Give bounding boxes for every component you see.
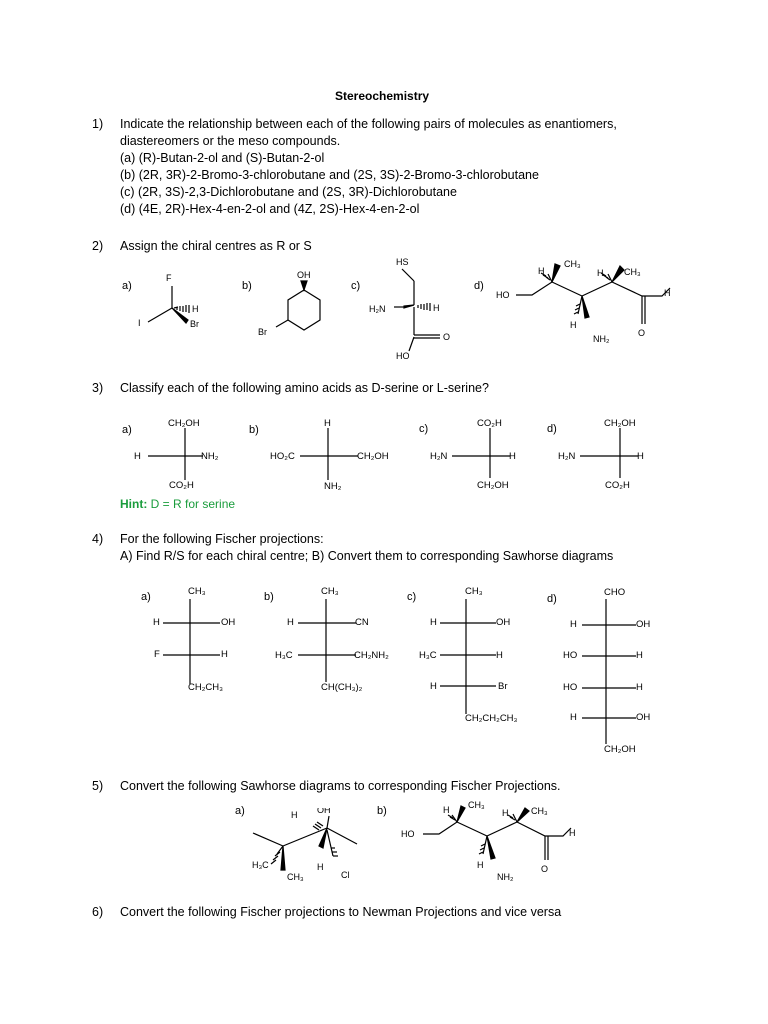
hint-label: Hint: [120,497,148,511]
part-label: a) [122,280,132,292]
substituent-top: H [324,418,331,429]
substituent-top: CO₂H [477,418,502,429]
atom-label: H [477,860,484,870]
part-label: b) [242,280,252,292]
atom-label: H [569,828,576,838]
part-label: c) [351,280,361,292]
substituent-right: OH [636,712,651,723]
atom-label: NH₂ [593,334,610,344]
atom-label: H [443,805,450,815]
substituent-bottom: CH₂OH [604,744,636,755]
substituent-bottom: CO₂H [169,480,194,491]
part-label: c) [407,591,417,603]
part-label: a) [122,424,132,436]
atom-label: F [166,273,172,283]
substituent-left: F [154,649,160,660]
part-label: b) [249,424,259,436]
question-text: Indicate the relationship between each of the following pairs of molecules as enantiomers, [120,117,617,131]
substituent-top: CH₃ [465,586,483,597]
list-item: (d) (4E, 2R)-Hex-4-en-2-ol and (4Z, 2S)-Hex-4-en-2-ol [120,202,420,216]
substituent-left: H₂N [558,451,576,462]
atom-label: OH [317,808,331,815]
substituent-bottom: CO₂H [605,480,630,491]
substituent-right: H [636,682,643,693]
list-item: (c) (2R, 3S)-2,3-Dichlorobutane and (2S, 3R)-Dichlorobutane [120,185,457,199]
substituent-right: H [496,650,503,661]
atom-label: H [664,288,671,298]
substituent-left: H [430,681,437,692]
substituent-right: H [636,650,643,661]
question-number: 3) [92,381,104,395]
atom-label: Br [190,319,199,329]
atom-label: I [138,318,141,328]
substituent-bottom: CH₂OH [477,480,509,491]
atom-label: H [597,268,604,278]
substituent-right: OH [221,617,236,628]
atom-label: O [541,864,549,874]
substituent-left: H [134,451,141,462]
atom-label: O [443,332,451,342]
substituent-top: CH₃ [321,586,339,597]
substituent-top: CH₂OH [604,418,636,429]
substituent-left: H [570,712,577,723]
substituent-top: CH₃ [188,586,206,597]
question-text: Convert the following Fischer projections to Newman Projections and vice versa [120,905,562,919]
atom-label: HS [396,257,409,267]
substituent-left: HO₂C [270,451,295,462]
atom-label: H [570,320,577,330]
sawhorse-5a [245,808,375,888]
substituent-left: H₃C [275,650,293,661]
list-item: (a) (R)-Butan-2-ol and (S)-Butan-2-ol [120,151,325,165]
atom-label: H₂N [369,304,386,314]
atom-label: H [291,810,298,820]
part-label: b) [264,591,274,603]
substituent-left: H₃C [419,650,437,661]
substituent-top: CH₂OH [168,418,200,429]
atom-label: CH₃ [287,872,304,882]
part-label: c) [419,423,429,435]
substituent-right: NH₂ [201,451,219,462]
substituent-left: H [430,617,437,628]
substituent-left: H [570,619,577,630]
part-label: d) [547,423,557,435]
atom-label: CH₃ [564,259,581,269]
atom-label: H [192,304,199,314]
part-label: a) [235,805,245,817]
substituent-right: CH₂OH [357,451,389,462]
part-label: d) [547,593,557,605]
question-text: diastereomers or the meso compounds. [120,134,341,148]
substituent-right: H [509,451,516,462]
substituent-top: CHO [604,587,626,598]
sawhorse-5b [397,796,597,886]
atom-label: CH₃ [468,800,485,810]
question-number: 4) [92,532,104,546]
substituent-bottom: CH(CH₃)₂ [321,682,363,693]
atom-label: H [502,808,509,818]
substituent-left: HO [563,650,578,661]
atom-label: CH₃ [624,267,641,277]
substituent-right: H [221,649,228,660]
part-label: d) [474,280,484,292]
question-text: Convert the following Sawhorse diagrams to corresponding Fischer Projections. [120,779,561,793]
hint-body: D = R for serine [150,497,236,511]
substituent-left: H [153,617,160,628]
part-label: a) [141,591,151,603]
substituent-left: HO [563,682,578,693]
question-number: 1) [92,117,104,131]
question-text: Classify each of the following amino acids as D-serine or L-serine? [120,381,489,395]
question-number: 2) [92,239,104,253]
substituent-right: OH [496,617,511,628]
atom-label: HO [401,829,415,839]
question-text: Assign the chiral centres as R or S [120,239,312,253]
atom-label: O [638,328,646,338]
atom-label: H₃C [252,860,269,870]
substituent-right: OH [636,619,651,630]
atom-label: Br [258,327,267,337]
page-title: Stereochemistry [335,89,430,103]
atom-label: H [433,303,440,313]
substituent-left: H₂N [430,451,448,462]
atom-label: H [538,266,545,276]
substituent-bottom: CH₂CH₃ [188,682,223,693]
atom-label: CH₃ [531,806,548,816]
substituent-right: CN [355,617,369,628]
atom-label: HO [496,290,510,300]
substituent-bottom: CH₂CH₂CH₃ [465,713,518,724]
substituent-right: CH₂NH₂ [354,650,389,661]
question-number: 6) [92,905,104,919]
question-text: A) Find R/S for each chiral centre; B) Convert them to corresponding Sawhorse diagrams [120,549,614,563]
atom-label: H [317,862,324,872]
substituent-bottom: NH₂ [324,481,342,492]
substituent-right: H [637,451,644,462]
list-item: (b) (2R, 3R)-2-Bromo-3-chlorobutane and (2S, 3S)-2-Bromo-3-chlorobutane [120,168,539,182]
substituent-left: H [287,617,294,628]
atom-label: HO [396,351,410,361]
atom-label: OH [297,270,311,280]
substituent-right: Br [498,681,508,692]
atom-label: Cl [341,870,350,880]
part-label: b) [377,805,387,817]
question-number: 5) [92,779,104,793]
atom-label: NH₂ [497,872,514,882]
question-text: For the following Fischer projections: [120,532,324,546]
